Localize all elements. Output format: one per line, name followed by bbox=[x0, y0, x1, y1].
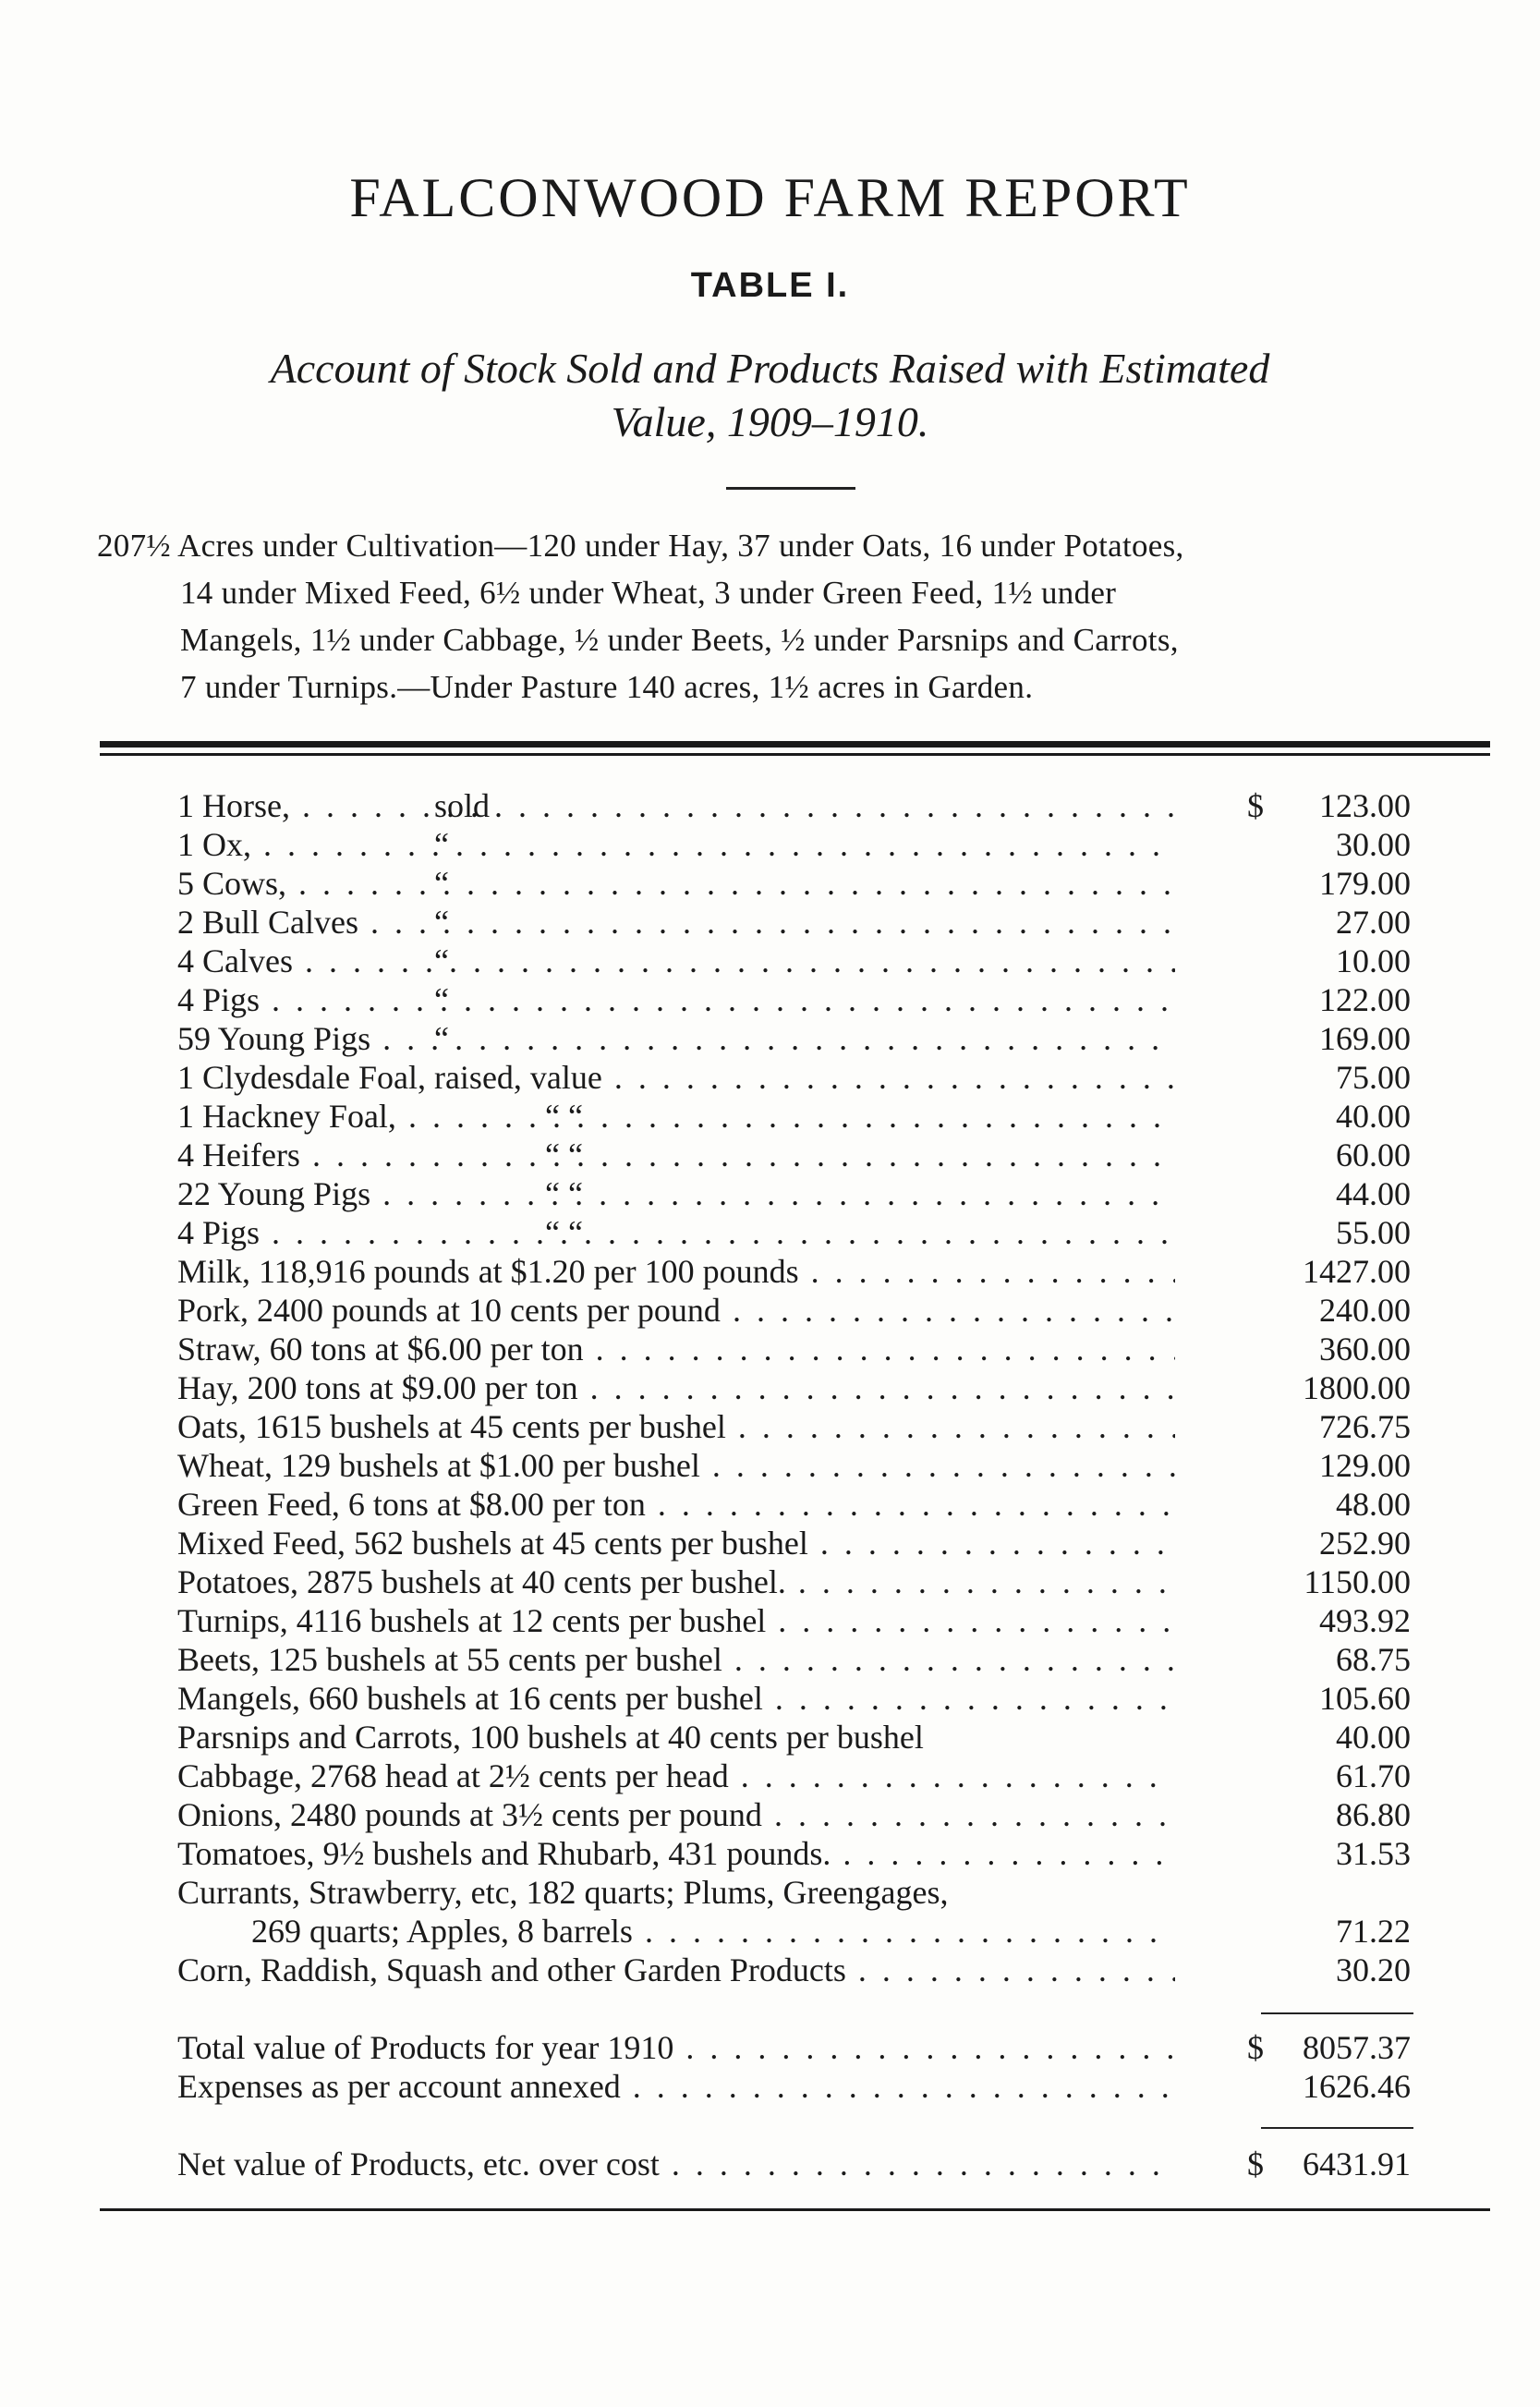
item-label: Milk, 118,916 pounds at $1.20 per 100 pounds . . . bbox=[177, 1252, 1175, 1291]
total-label: Total value of Products for year 1910 . . . bbox=[177, 2028, 1175, 2067]
table-row bbox=[0, 903, 1540, 942]
item-amount: 129.00 bbox=[1319, 1447, 1411, 1484]
total-row bbox=[0, 2028, 1540, 2067]
table-row bbox=[0, 1407, 1540, 1446]
table-row bbox=[0, 1795, 1540, 1834]
ditto-mark: “ bbox=[434, 1020, 449, 1057]
expenses-row bbox=[0, 2067, 1540, 2106]
total-amount: 8057.37 bbox=[1303, 2029, 1411, 2066]
table-row bbox=[0, 1446, 1540, 1485]
item-amount: 30.00 bbox=[1336, 826, 1411, 863]
item-amount: 71.22 bbox=[1336, 1913, 1411, 1950]
item-label: 22 Young Pigs . . . bbox=[177, 1174, 1175, 1213]
item-label: 4 Calves . . . bbox=[177, 942, 1175, 980]
table-row bbox=[0, 1252, 1540, 1291]
item-label: Wheat, 129 bushels at $1.00 per bushel . . . bbox=[177, 1446, 1175, 1485]
ditto-mark: “ “ bbox=[545, 1098, 583, 1135]
table-row bbox=[0, 1330, 1540, 1368]
currency-symbol: $ bbox=[1247, 2146, 1264, 2182]
table-row bbox=[0, 1834, 1540, 1873]
item-amount: 44.00 bbox=[1336, 1175, 1411, 1212]
item-amount: 123.00 bbox=[1319, 787, 1411, 824]
bottom-rule bbox=[100, 2208, 1490, 2211]
item-label: 5 Cows, . . . bbox=[177, 864, 1175, 903]
item-label: 2 Bull Calves . . . bbox=[177, 903, 1175, 942]
item-label: 4 Pigs . . . bbox=[177, 1213, 1175, 1252]
item-label: 1 Clydesdale Foal, raised, value . . . bbox=[177, 1058, 1175, 1097]
table-row bbox=[0, 1524, 1540, 1562]
net-label: Net value of Products, etc. over cost . . . bbox=[177, 2145, 1175, 2183]
item-label: 59 Young Pigs . . . bbox=[177, 1019, 1175, 1058]
item-amount: 10.00 bbox=[1336, 942, 1411, 979]
table-row bbox=[0, 1097, 1540, 1136]
table-row bbox=[0, 1757, 1540, 1795]
table-row bbox=[0, 1679, 1540, 1718]
item-amount: 240.00 bbox=[1319, 1292, 1411, 1329]
item-label: Tomatoes, 9½ bushels and Rhubarb, 431 pounds. . . . bbox=[177, 1834, 1175, 1873]
subtotal-rule bbox=[1261, 2012, 1413, 2014]
item-amount: 252.90 bbox=[1319, 1525, 1411, 1562]
total-double-rule bbox=[1261, 2127, 1413, 2129]
item-amount: 60.00 bbox=[1336, 1137, 1411, 1173]
item-amount: 30.20 bbox=[1336, 1951, 1411, 1988]
item-label: Straw, 60 tons at $6.00 per ton . . . bbox=[177, 1330, 1175, 1368]
item-amount: 179.00 bbox=[1319, 865, 1411, 902]
net-row bbox=[0, 2145, 1540, 2183]
item-label: Pork, 2400 pounds at 10 cents per pound . . . bbox=[177, 1291, 1175, 1330]
acreage-line: 7 under Turnips.—Under Pasture 140 acres, 1½ acres in Garden. bbox=[180, 669, 1034, 705]
item-label: Cabbage, 2768 head at 2½ cents per head . . . bbox=[177, 1757, 1175, 1795]
item-amount: 48.00 bbox=[1336, 1486, 1411, 1523]
currency-symbol: $ bbox=[1247, 2029, 1264, 2066]
table-row bbox=[0, 1291, 1540, 1330]
ditto-mark: “ “ bbox=[545, 1214, 583, 1251]
item-label: 4 Heifers . . . bbox=[177, 1136, 1175, 1174]
ditto-mark: “ “ bbox=[545, 1175, 583, 1212]
item-label: 1 Ox, . . . bbox=[177, 825, 1175, 864]
item-label: Oats, 1615 bushels at 45 cents per bushel . . . bbox=[177, 1407, 1175, 1446]
item-label: Turnips, 4116 bushels at 12 cents per bushel . . . bbox=[177, 1601, 1175, 1640]
table-label: TABLE I. bbox=[690, 266, 850, 305]
expenses-label: Expenses as per account annexed . . . bbox=[177, 2067, 1175, 2106]
item-amount: 1800.00 bbox=[1303, 1369, 1411, 1406]
item-amount: 493.92 bbox=[1319, 1602, 1411, 1639]
item-amount: 40.00 bbox=[1336, 1719, 1411, 1756]
item-amount: 55.00 bbox=[1336, 1214, 1411, 1251]
ditto-mark: “ bbox=[434, 981, 449, 1018]
table-row bbox=[0, 942, 1540, 980]
item-label: Beets, 125 bushels at 55 cents per bushel . . . bbox=[177, 1640, 1175, 1679]
item-amount: 31.53 bbox=[1336, 1835, 1411, 1872]
ditto-mark: “ bbox=[434, 865, 449, 902]
item-amount: 726.75 bbox=[1319, 1408, 1411, 1445]
page-title: FALCONWOOD FARM REPORT bbox=[349, 167, 1191, 228]
expenses-amount: 1626.46 bbox=[1303, 2068, 1411, 2105]
item-label: Hay, 200 tons at $9.00 per ton . . . bbox=[177, 1368, 1175, 1407]
item-amount: 1427.00 bbox=[1303, 1253, 1411, 1290]
net-amount: 6431.91 bbox=[1303, 2146, 1411, 2182]
short-divider bbox=[726, 487, 855, 490]
acreage-line: Mangels, 1½ under Cabbage, ½ under Beets, ½ under Parsnips and Carrots, bbox=[180, 622, 1179, 658]
ditto-mark: “ bbox=[434, 826, 449, 863]
table-row bbox=[0, 1718, 1540, 1757]
ditto-mark: “ bbox=[434, 942, 449, 979]
table-row bbox=[0, 1213, 1540, 1252]
ditto-mark: “ “ bbox=[545, 1137, 583, 1173]
table-row bbox=[0, 1951, 1540, 1989]
item-amount: 169.00 bbox=[1319, 1020, 1411, 1057]
table-row bbox=[0, 825, 1540, 864]
item-label: Onions, 2480 pounds at 3½ cents per pound . . . bbox=[177, 1795, 1175, 1834]
double-rule-thin bbox=[100, 753, 1490, 756]
table-row bbox=[0, 1640, 1540, 1679]
item-label: 4 Pigs . . . bbox=[177, 980, 1175, 1019]
table-row bbox=[0, 1019, 1540, 1058]
item-label: 1 Horse, . . . bbox=[177, 786, 1175, 825]
item-label: Parsnips and Carrots, 100 bushels at 40 cents per bushel bbox=[177, 1719, 924, 1756]
table-row bbox=[0, 864, 1540, 903]
item-label: Corn, Raddish, Squash and other Garden Products . . . bbox=[177, 1951, 1175, 1989]
item-amount: 40.00 bbox=[1336, 1098, 1411, 1135]
table-row bbox=[0, 980, 1540, 1019]
item-note: sold bbox=[434, 787, 491, 824]
table-row bbox=[0, 1485, 1540, 1524]
table-row bbox=[0, 786, 1540, 825]
item-amount: 1150.00 bbox=[1304, 1563, 1411, 1600]
table-row bbox=[0, 1601, 1540, 1640]
item-amount: 105.60 bbox=[1319, 1680, 1411, 1717]
table-row bbox=[0, 1136, 1540, 1174]
item-amount: 75.00 bbox=[1336, 1059, 1411, 1096]
currency-symbol: $ bbox=[1247, 787, 1264, 824]
item-label: Green Feed, 6 tons at $8.00 per ton . . . bbox=[177, 1485, 1175, 1524]
ditto-mark: “ bbox=[434, 904, 449, 941]
item-amount: 360.00 bbox=[1319, 1331, 1411, 1368]
item-amount: 68.75 bbox=[1336, 1641, 1411, 1678]
item-label: Mixed Feed, 562 bushels at 45 cents per bushel . . . bbox=[177, 1524, 1175, 1562]
table-row bbox=[0, 1873, 1540, 1912]
table-row bbox=[0, 1912, 1540, 1951]
double-rule-thick bbox=[100, 741, 1490, 748]
item-label: Mangels, 660 bushels at 16 cents per bushel . . . bbox=[177, 1679, 1175, 1718]
table-subtitle-line-1: Account of Stock Sold and Products Raised with Estimated bbox=[270, 345, 1270, 392]
acreage-line: 14 under Mixed Feed, 6½ under Wheat, 3 under Green Feed, 1½ under bbox=[180, 575, 1117, 611]
acreage-paragraph bbox=[97, 522, 1492, 711]
table-row bbox=[0, 1562, 1540, 1601]
item-label: Currants, Strawberry, etc, 182 quarts; Plums, Greengages, bbox=[177, 1874, 949, 1911]
item-label: Potatoes, 2875 bushels at 40 cents per bushel. . . . bbox=[177, 1562, 1175, 1601]
table-subtitle-line-2: Value, 1909–1910. bbox=[611, 398, 929, 445]
item-label: 1 Hackney Foal, . . . bbox=[177, 1097, 1175, 1136]
table-row bbox=[0, 1058, 1540, 1097]
acreage-line: 207½ Acres under Cultivation—120 under Hay, 37 under Oats, 16 under Potatoes, bbox=[97, 528, 1184, 564]
item-label: 269 quarts; Apples, 8 barrels . . . bbox=[251, 1912, 1175, 1951]
item-amount: 122.00 bbox=[1319, 981, 1411, 1018]
item-amount: 27.00 bbox=[1336, 904, 1411, 941]
item-amount: 86.80 bbox=[1336, 1796, 1411, 1833]
item-amount: 61.70 bbox=[1336, 1757, 1411, 1794]
table-row bbox=[0, 1174, 1540, 1213]
table-row bbox=[0, 1368, 1540, 1407]
